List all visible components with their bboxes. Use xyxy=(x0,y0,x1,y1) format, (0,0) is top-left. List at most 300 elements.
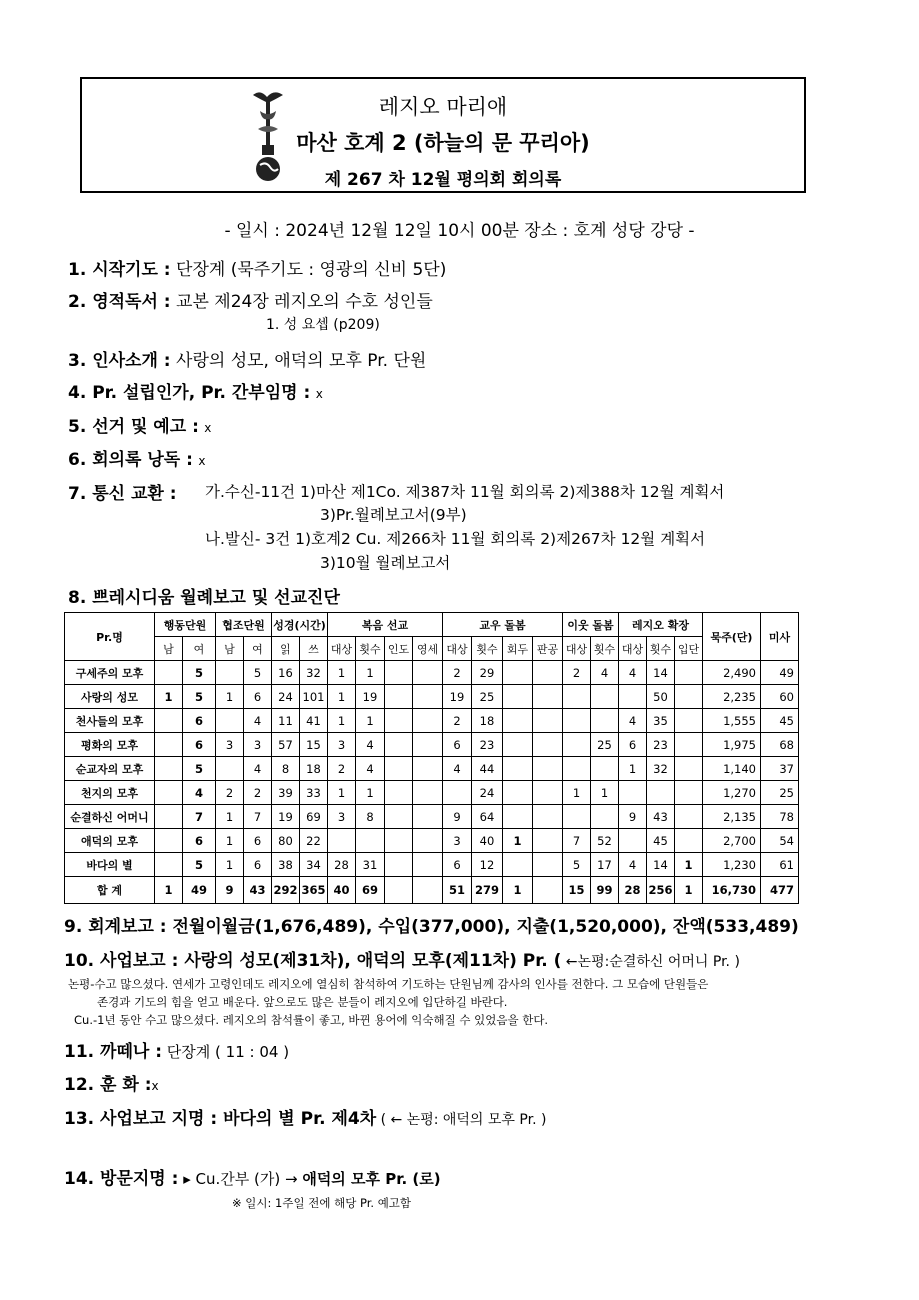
table-cell xyxy=(591,805,619,829)
item-6-label: 6. 회의록 낭독 : xyxy=(68,450,193,470)
table-cell xyxy=(533,685,563,709)
table-cell: 3 xyxy=(443,829,472,853)
table-cell: 24 xyxy=(472,781,503,805)
table-cell: 4 xyxy=(619,709,647,733)
table-cell: 1 xyxy=(216,853,244,877)
table-cell: 33 xyxy=(300,781,328,805)
item-12-label: 12. 훈 화 : xyxy=(64,1075,152,1095)
table-cell xyxy=(155,805,183,829)
table-cell: 2,700 xyxy=(703,829,761,853)
table-cell: 57 xyxy=(272,733,300,757)
subheader-cell: 횟수 xyxy=(647,637,675,661)
table-cell xyxy=(563,709,591,733)
item-2 xyxy=(68,287,433,312)
table-cell xyxy=(591,757,619,781)
table-cell: 1,555 xyxy=(703,709,761,733)
item-11-text: 단장계 ( 11 : 04 ) xyxy=(162,1043,290,1061)
item-4 xyxy=(68,378,323,403)
table-cell xyxy=(675,733,703,757)
header-group: 복음 선교 xyxy=(328,613,443,637)
table-row xyxy=(65,685,799,709)
subheader-cell: 횟수 xyxy=(591,637,619,661)
item-10-note: ←논평:순결하신 어머니 Pr. ) xyxy=(561,954,740,970)
item-10 xyxy=(64,946,740,971)
table-cell xyxy=(591,685,619,709)
subheader-cell: 입단 xyxy=(675,637,703,661)
table-cell: 6 xyxy=(244,853,272,877)
table-cell: 44 xyxy=(472,757,503,781)
table-cell xyxy=(675,709,703,733)
table-cell: 49 xyxy=(761,661,799,685)
table-cell: 14 xyxy=(647,853,675,877)
table-row xyxy=(65,661,799,685)
table-cell: 38 xyxy=(272,853,300,877)
table-cell xyxy=(155,781,183,805)
pr-name-cell: 합 계 xyxy=(65,877,155,904)
title-box xyxy=(80,77,806,193)
table-cell xyxy=(155,733,183,757)
header-line3: 제 267 차 12월 평의회 회의록 xyxy=(324,170,562,190)
table-cell: 25 xyxy=(761,781,799,805)
table-row xyxy=(65,757,799,781)
table-cell xyxy=(385,853,413,877)
table-cell: 49 xyxy=(183,877,216,904)
table-cell: 11 xyxy=(272,709,300,733)
table-cell xyxy=(619,685,647,709)
table-cell: 7 xyxy=(244,805,272,829)
table-cell: 6 xyxy=(443,853,472,877)
table-cell: 3 xyxy=(328,805,356,829)
header-group: 이웃 돌봄 xyxy=(563,613,619,637)
subheader-cell: 횟수 xyxy=(472,637,503,661)
table-cell xyxy=(413,829,443,853)
table-cell: 34 xyxy=(300,853,328,877)
table-cell: 5 xyxy=(244,661,272,685)
table-cell xyxy=(533,757,563,781)
table-cell: 2 xyxy=(216,781,244,805)
table-cell: 19 xyxy=(356,685,385,709)
item-3-text: 사랑의 성모, 애덕의 모후 Pr. 단원 xyxy=(170,351,427,371)
header-group: 협조단원 xyxy=(216,613,272,637)
table-cell: 4 xyxy=(244,709,272,733)
table-cell xyxy=(503,661,533,685)
item-5-text: x xyxy=(204,421,212,435)
table-cell: 18 xyxy=(472,709,503,733)
table-cell: 80 xyxy=(272,829,300,853)
table-cell: 68 xyxy=(761,733,799,757)
item-12 xyxy=(64,1070,159,1095)
subheader-cell: 읽 xyxy=(272,637,300,661)
item-12-text: x xyxy=(151,1079,159,1093)
table-cell: 54 xyxy=(761,829,799,853)
table-cell: 101 xyxy=(300,685,328,709)
subheader-cell: 여 xyxy=(244,637,272,661)
table-cell xyxy=(385,877,413,904)
table-cell: 1 xyxy=(356,781,385,805)
subheader-cell: 횟수 xyxy=(356,637,385,661)
table-cell: 43 xyxy=(647,805,675,829)
table-cell: 16 xyxy=(272,661,300,685)
table-cell: 15 xyxy=(300,733,328,757)
item-10-label: 10. 사업보고 : 사랑의 성모(제31차), 애덕의 모후(제11차) Pr. ( xyxy=(64,951,562,971)
table-cell: 32 xyxy=(647,757,675,781)
table-cell: 6 xyxy=(443,733,472,757)
table-cell: 292 xyxy=(272,877,300,904)
header-group: 교우 돌봄 xyxy=(443,613,563,637)
table-cell xyxy=(533,877,563,904)
table-row xyxy=(65,853,799,877)
table-cell xyxy=(503,757,533,781)
table-cell xyxy=(503,781,533,805)
table-cell xyxy=(675,661,703,685)
table-cell: 14 xyxy=(647,661,675,685)
item-13-label: 13. 사업보고 지명 : 바다의 별 Pr. 제4차 xyxy=(64,1109,377,1129)
header-group: 행동단원 xyxy=(155,613,216,637)
table-cell xyxy=(216,661,244,685)
table-cell xyxy=(647,781,675,805)
table-cell: 1,230 xyxy=(703,853,761,877)
table-cell: 31 xyxy=(356,853,385,877)
table-cell: 1 xyxy=(216,805,244,829)
item-10-comment-2: 존경과 기도의 힘을 얻고 배운다. 앞으로도 많은 분들이 레지오에 입단하길 바란다. xyxy=(97,995,508,1009)
pr-name-cell: 평화의 모후 xyxy=(65,733,155,757)
table-cell xyxy=(533,781,563,805)
pr-name-cell: 애덕의 모후 xyxy=(65,829,155,853)
table-cell: 32 xyxy=(300,661,328,685)
table-cell: 2,490 xyxy=(703,661,761,685)
item-2-sub: 1. 성 요셉 (p209) xyxy=(266,317,380,333)
table-cell xyxy=(619,781,647,805)
subheader-cell: 영세 xyxy=(413,637,443,661)
table-cell: 7 xyxy=(563,829,591,853)
table-cell xyxy=(675,781,703,805)
subheader-cell: 인도 xyxy=(385,637,413,661)
table-cell xyxy=(385,661,413,685)
table-cell xyxy=(675,757,703,781)
table-cell: 1 xyxy=(216,685,244,709)
table-cell: 6 xyxy=(183,733,216,757)
table-cell xyxy=(155,853,183,877)
table-cell: 23 xyxy=(647,733,675,757)
pr-name-cell: 순교자의 모후 xyxy=(65,757,155,781)
item-3-label: 3. 인사소개 : xyxy=(68,351,171,371)
table-cell: 5 xyxy=(563,853,591,877)
meeting-info: - 일시 : 2024년 12월 12일 10시 00분 장소 : 호계 성당 강당 - xyxy=(224,221,695,241)
table-cell: 4 xyxy=(183,781,216,805)
table-cell xyxy=(413,781,443,805)
pr-name-cell: 구세주의 모후 xyxy=(65,661,155,685)
table-cell: 15 xyxy=(563,877,591,904)
table-cell xyxy=(155,757,183,781)
table-cell: 16,730 xyxy=(703,877,761,904)
pr-name-cell: 바다의 별 xyxy=(65,853,155,877)
header-group: 레지오 확장 xyxy=(619,613,703,637)
table-cell xyxy=(385,733,413,757)
table-cell: 19 xyxy=(272,805,300,829)
item-8-label: 8. 쁘레시디움 월례보고 및 선교진단 xyxy=(68,588,340,608)
table-cell xyxy=(533,829,563,853)
table-cell: 1 xyxy=(356,709,385,733)
table-cell xyxy=(563,733,591,757)
pr-name-cell: 사랑의 성모 xyxy=(65,685,155,709)
table-cell xyxy=(216,757,244,781)
table-cell: 78 xyxy=(761,805,799,829)
table-cell: 6 xyxy=(244,829,272,853)
table-cell xyxy=(155,709,183,733)
table-cell xyxy=(413,661,443,685)
subheader-cell: 남 xyxy=(216,637,244,661)
table-row xyxy=(65,781,799,805)
table-cell: 6 xyxy=(619,733,647,757)
table-cell: 24 xyxy=(272,685,300,709)
table-cell: 61 xyxy=(761,853,799,877)
table-cell xyxy=(385,757,413,781)
table-cell: 4 xyxy=(619,661,647,685)
table-cell xyxy=(413,805,443,829)
table-cell xyxy=(503,853,533,877)
table-cell xyxy=(591,709,619,733)
table-cell: 9 xyxy=(619,805,647,829)
item-4-text: x xyxy=(315,387,323,401)
item-6-text: x xyxy=(198,454,206,468)
item-10-comment-3: Cu.-1년 동안 수고 많으셨다. 레지오의 참석률이 좋고, 바뀐 용어에 익숙해질 수 있었음을 한다. xyxy=(74,1013,549,1027)
table-cell: 477 xyxy=(761,877,799,904)
table-cell xyxy=(413,757,443,781)
table-cell xyxy=(503,685,533,709)
table-cell: 8 xyxy=(356,805,385,829)
item-14-label: 14. 방문지명 : xyxy=(64,1169,179,1189)
item-1 xyxy=(68,255,446,280)
table-cell: 8 xyxy=(272,757,300,781)
header-line1: 레지오 마리애 xyxy=(378,95,508,119)
table-cell: 50 xyxy=(647,685,675,709)
table-cell: 43 xyxy=(244,877,272,904)
item-7-sent-cont: 3)10월 월례보고서 xyxy=(320,554,451,572)
table-cell: 1,975 xyxy=(703,733,761,757)
table-cell: 2 xyxy=(563,661,591,685)
item-2-text: 교본 제24장 레지오의 수호 성인들 xyxy=(170,292,433,312)
table-cell xyxy=(413,733,443,757)
item-1-label: 1. 시작기도 : xyxy=(68,260,171,280)
item-10-comment-1: 논평-수고 많으셨다. 연세가 고령인데도 레지오에 열심히 참석하여 기도하는 단원님께 감사의 인사를 전한다. 그 모습에 단원들은 xyxy=(68,977,709,991)
table-cell: 1,270 xyxy=(703,781,761,805)
table-cell: 1 xyxy=(619,757,647,781)
monthly-report-table xyxy=(64,612,799,904)
table-cell xyxy=(675,685,703,709)
item-11 xyxy=(64,1037,289,1062)
header-pr-name: Pr.명 xyxy=(65,613,155,661)
table-cell: 1 xyxy=(155,685,183,709)
table-cell: 45 xyxy=(761,709,799,733)
table-cell: 1 xyxy=(155,877,183,904)
table-cell xyxy=(563,805,591,829)
table-cell: 35 xyxy=(647,709,675,733)
table-cell: 19 xyxy=(443,685,472,709)
table-row xyxy=(65,709,799,733)
table-row xyxy=(65,805,799,829)
table-cell xyxy=(413,853,443,877)
table-cell xyxy=(675,805,703,829)
table-cell xyxy=(385,829,413,853)
pr-name-cell: 천지의 모후 xyxy=(65,781,155,805)
table-cell: 6 xyxy=(183,709,216,733)
table-cell: 2 xyxy=(244,781,272,805)
table-cell xyxy=(563,757,591,781)
table-cell: 279 xyxy=(472,877,503,904)
table-cell xyxy=(563,685,591,709)
item-2-label: 2. 영적독서 : xyxy=(68,292,171,312)
header-line2: 마산 호계 2 (하늘의 문 꾸리아) xyxy=(296,131,590,155)
table-cell: 45 xyxy=(647,829,675,853)
table-cell: 4 xyxy=(443,757,472,781)
table-cell xyxy=(385,781,413,805)
table-cell: 1 xyxy=(328,709,356,733)
table-cell xyxy=(385,709,413,733)
table-cell: 5 xyxy=(183,853,216,877)
item-7-received-cont: 3)Pr.월례보고서(9부) xyxy=(320,506,467,524)
table-cell: 2 xyxy=(328,757,356,781)
table-cell: 2,235 xyxy=(703,685,761,709)
item-5-label: 5. 선거 및 예고 : xyxy=(68,417,199,437)
table-cell xyxy=(216,709,244,733)
table-cell: 3 xyxy=(328,733,356,757)
table-row xyxy=(65,829,799,853)
table-cell: 1 xyxy=(591,781,619,805)
table-cell: 4 xyxy=(356,733,385,757)
table-cell: 18 xyxy=(300,757,328,781)
table-cell: 4 xyxy=(591,661,619,685)
subheader-cell: 여 xyxy=(183,637,216,661)
table-cell: 69 xyxy=(300,805,328,829)
table-cell: 1 xyxy=(563,781,591,805)
table-cell: 3 xyxy=(244,733,272,757)
table-cell: 1,140 xyxy=(703,757,761,781)
table-cell xyxy=(413,709,443,733)
table-cell: 9 xyxy=(443,805,472,829)
table-cell: 69 xyxy=(356,877,385,904)
subheader-cell: 쓰 xyxy=(300,637,328,661)
table-cell: 4 xyxy=(619,853,647,877)
table-cell xyxy=(443,781,472,805)
table-cell xyxy=(413,877,443,904)
table-cell: 5 xyxy=(183,685,216,709)
subheader-cell: 대상 xyxy=(619,637,647,661)
table-cell: 365 xyxy=(300,877,328,904)
table-cell: 1 xyxy=(675,877,703,904)
table-cell: 1 xyxy=(503,877,533,904)
table-cell: 1 xyxy=(675,853,703,877)
table-cell: 1 xyxy=(216,829,244,853)
table-cell: 1 xyxy=(503,829,533,853)
table-cell: 39 xyxy=(272,781,300,805)
subheader-cell: 회두 xyxy=(503,637,533,661)
table-cell: 5 xyxy=(183,757,216,781)
table-cell: 2 xyxy=(443,661,472,685)
item-13-note: ( ← 논평: 애덕의 모후 Pr. ) xyxy=(376,1112,547,1128)
table-cell xyxy=(503,805,533,829)
item-6 xyxy=(68,445,205,470)
table-cell: 60 xyxy=(761,685,799,709)
subheader-cell: 대상 xyxy=(328,637,356,661)
table-cell: 3 xyxy=(216,733,244,757)
table-cell xyxy=(385,685,413,709)
table-cell xyxy=(533,661,563,685)
table-cell: 23 xyxy=(472,733,503,757)
table-cell: 40 xyxy=(328,877,356,904)
item-5 xyxy=(68,412,211,437)
table-cell xyxy=(356,829,385,853)
table-cell: 4 xyxy=(244,757,272,781)
item-14-sub: ※ 일시: 1주일 전에 해당 Pr. 예고함 xyxy=(232,1196,412,1210)
table-cell: 6 xyxy=(244,685,272,709)
table-cell: 37 xyxy=(761,757,799,781)
pr-name-cell: 천사들의 모후 xyxy=(65,709,155,733)
table-cell: 12 xyxy=(472,853,503,877)
table-cell: 25 xyxy=(591,733,619,757)
table-cell: 28 xyxy=(328,853,356,877)
pr-name-cell: 순결하신 어머니 xyxy=(65,805,155,829)
table-cell: 9 xyxy=(216,877,244,904)
table-cell xyxy=(533,805,563,829)
table-cell: 1 xyxy=(328,685,356,709)
header-mass: 미사 xyxy=(761,613,799,661)
table-cell xyxy=(155,661,183,685)
subheader-cell: 대상 xyxy=(563,637,591,661)
item-11-label: 11. 까떼나 : xyxy=(64,1042,163,1062)
table-cell: 99 xyxy=(591,877,619,904)
table-cell: 25 xyxy=(472,685,503,709)
table-cell xyxy=(328,829,356,853)
table-cell xyxy=(675,829,703,853)
item-13 xyxy=(64,1104,546,1129)
table-cell xyxy=(155,829,183,853)
table-cell xyxy=(385,805,413,829)
table-row xyxy=(65,733,799,757)
table-cell: 17 xyxy=(591,853,619,877)
table-cell: 5 xyxy=(183,661,216,685)
table-cell: 1 xyxy=(328,781,356,805)
table-cell: 51 xyxy=(443,877,472,904)
table-cell: 1 xyxy=(356,661,385,685)
subheader-cell: 대상 xyxy=(443,637,472,661)
table-cell: 4 xyxy=(356,757,385,781)
item-7-received: 가.수신-11건 1)마산 제1Co. 제387차 11월 회의록 2)제388차 12월 계획서 xyxy=(205,483,725,501)
table-cell xyxy=(533,709,563,733)
total-row xyxy=(65,877,799,904)
table-cell: 64 xyxy=(472,805,503,829)
table-cell: 256 xyxy=(647,877,675,904)
item-14-target: 애덕의 모후 Pr. (로) xyxy=(302,1170,441,1188)
subheader-cell: 판공 xyxy=(533,637,563,661)
item-7-sent: 나.발신- 3건 1)호계2 Cu. 제266차 11월 회의록 2)제267차 12월 계획서 xyxy=(205,530,706,548)
table-cell: 6 xyxy=(183,829,216,853)
subheader-cell: 남 xyxy=(155,637,183,661)
item-14-text: ▸ Cu.간부 (가) → xyxy=(178,1170,303,1188)
table-cell: 2,135 xyxy=(703,805,761,829)
table-cell: 7 xyxy=(183,805,216,829)
item-9: 9. 회계보고 : 전월이월금(1,676,489), 수입(377,000), 지출(1,520,000), 잔액(533,489) xyxy=(64,917,799,937)
table-cell: 1 xyxy=(328,661,356,685)
table-cell: 40 xyxy=(472,829,503,853)
header-group: 성경(시간) xyxy=(272,613,328,637)
item-14 xyxy=(64,1164,441,1189)
item-1-text: 단장계 (묵주기도 : 영광의 신비 5단) xyxy=(170,260,447,280)
table-cell: 2 xyxy=(443,709,472,733)
table-cell xyxy=(413,685,443,709)
table-cell: 41 xyxy=(300,709,328,733)
table-cell xyxy=(533,853,563,877)
table-cell xyxy=(503,733,533,757)
